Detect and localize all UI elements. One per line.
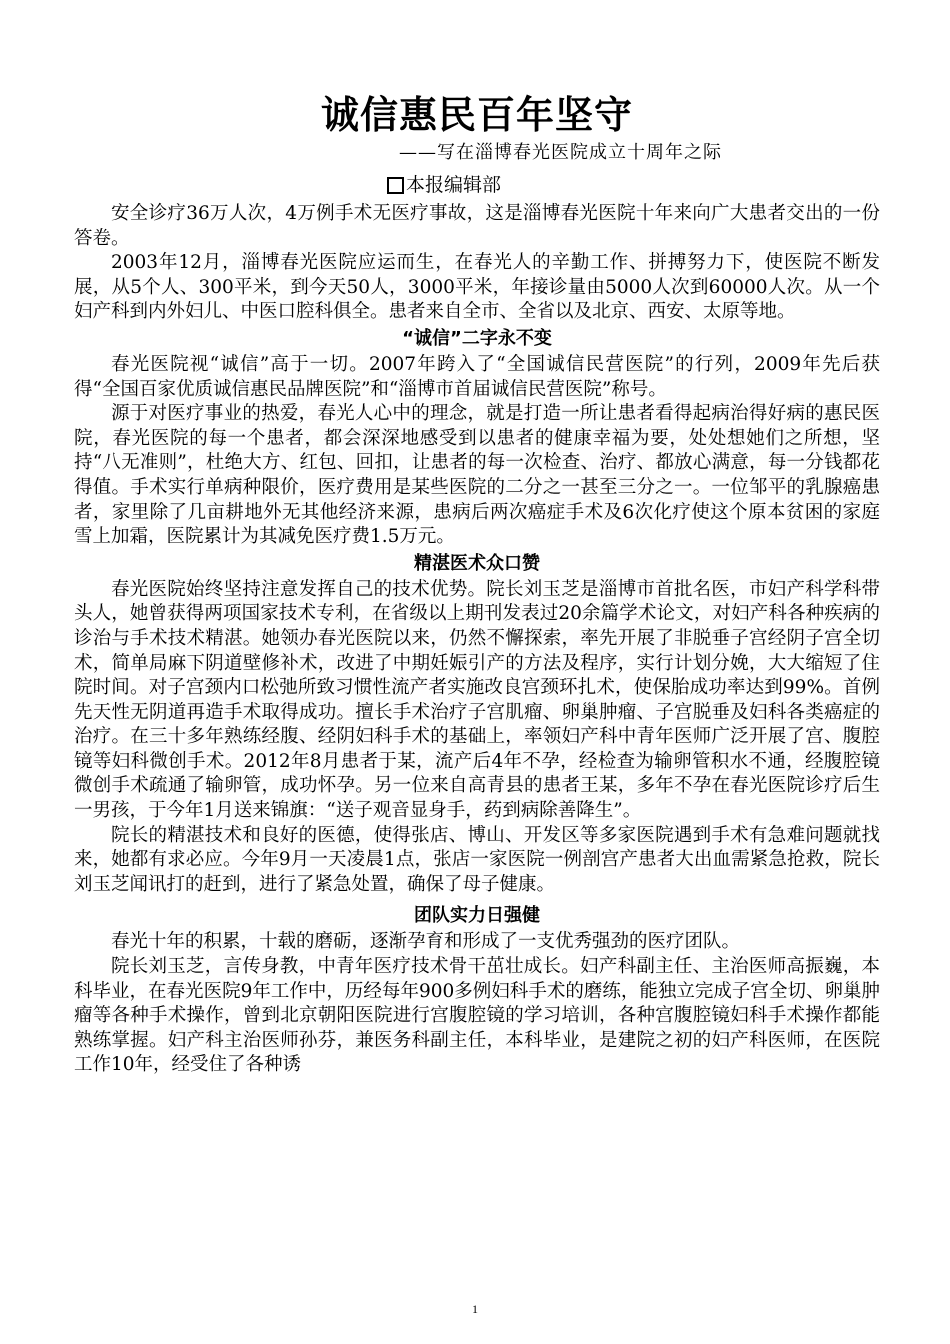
section-heading: 团队实力日强健 xyxy=(414,905,540,927)
byline xyxy=(74,170,880,200)
paragraph: 院长的精湛技术和良好的医德，使得张店、博山、开发区等多家医院遇到手术有急难问题就找来，她都有求必应。今年9月一天凌晨1点，张店一家医院一例剖宫产患者大出血需紧急抢救，院长刘玉芝闻讯打的赶到，进行了紧急处置，确保了母子健康。 xyxy=(74,824,880,895)
paragraph: 院长刘玉芝，言传身教，中青年医疗技术骨干茁壮成长。妇产科副主任、主治医师高振巍，本科毕业，在春光医院9年工作中，历经每年900多例妇科手术的磨练，能独立完成子宫全切、卵巢肿瘤等各种手术操作，曾到北京朝阳医院进行宫腹腔镜的学习培训，各种宫腹腔镜妇科手术操作都能熟练掌握。妇产科主治医师孙芬，兼医务科副主任，本科毕业，是建院之初的妇产科医师，在医院工作10年，经受住了各种诱 xyxy=(74,956,880,1076)
paragraph: 安全诊疗36万人次，4万例手术无医疗事故，这是淄博春光医院十年来向广大患者交出的一份答卷。 xyxy=(74,203,880,249)
paragraph: 春光十年的积累，十载的磨砺，逐渐孕育和形成了一支优秀强劲的医疗团队。 xyxy=(111,931,741,953)
paragraph: 春光医院始终坚持注意发挥自己的技术优势。院长刘玉芝是淄博市首批名医，市妇产科学科带头人，她曾获得两项国家技术专利，在省级以上期刊发表过20余篇学术论文，对妇产科各种疾病的诊治与手术技术精湛。她领办春光医院以来，仍然不懈探索，率先开展了非脱垂子宫经阴子宫全切术，简单局麻下阴道壁修补术，改进了中期妊娠引产的方法及程序，实行计划分娩，大大缩短了住院时间。对子宫颈内口松弛所致习惯性流产者实施改良宫颈环扎术，使保胎成功率达到99%。首例先天性无阴道再造手术取得成功。擅长手术治疗子宫肌瘤、卵巢肿瘤、子宫脱垂及妇科各类癌症的治疗。在三十多年熟练经腹、经阴妇科手术的基础上，率领妇产科中青年医师广泛开展了宫、腹腔镜等妇科微创手术。2012年8月患者于某，流产后4年不孕，经检查为输卵管积水不通，经腹腔镜微创手术疏通了输卵管，成功怀孕。另一位来自高青县的患者王某，多年不孕在春光医院诊疗后生一男孩，于今年1月送来锦旗：“送子观音显身手，药到病除善降生”。 xyxy=(74,578,880,822)
article-title: 诚信惠民百年坚守 xyxy=(320,93,633,137)
section-heading: 精湛医术众口赞 xyxy=(414,552,540,574)
article xyxy=(74,90,880,1078)
paragraph: 2003年12月，淄博春光医院应运而生，在春光人的辛勤工作、拼搏努力下，使医院不断发展，从5个人、300平米，到今天50人，3000平米，年接诊量由5000人次到60000人次。从一个妇产科到内外妇儿、中医口腔科俱全。患者来自全市、全省以及北京、西安、太原等地。 xyxy=(74,252,880,323)
paragraph: 春光医院视“诚信”高于一切。2007年跨入了“全国诚信民营医院”的行列，2009年先后获得“全国百家优质诚信惠民品牌医院”和“淄博市首届诚信民营医院”称号。 xyxy=(74,353,880,400)
article-subtitle: ——写在淄博春光医院成立十周年之际 xyxy=(399,142,722,163)
byline-text: 本报编辑部 xyxy=(406,174,502,196)
checkbox-square-icon xyxy=(387,177,404,194)
section-heading: “诚信”二字永不变 xyxy=(402,327,552,349)
paragraph: 源于对医疗事业的热爱，春光人心中的理念，就是打造一所让患者看得起病治得好病的惠民医院，春光医院的每一个患者，都会深深地感受到以患者的健康幸福为要，处处想她们之所想，坚持“八无准则”，杜绝大方、红包、回扣，让患者的每一次检查、治疗、都放心满意，每一分钱都花得值。手术实行单病种限价，医疗费用是某些医院的二分之一甚至三分之一。一位邹平的乳腺癌患者，家里除了几亩耕地外无其他经济来源，患病后两次癌症手术及6次化疗使这个原本贫困的家庭雪上加霜，医院累计为其减免医疗费1.5万元。 xyxy=(74,403,880,548)
page-number: 1 xyxy=(472,1302,478,1316)
